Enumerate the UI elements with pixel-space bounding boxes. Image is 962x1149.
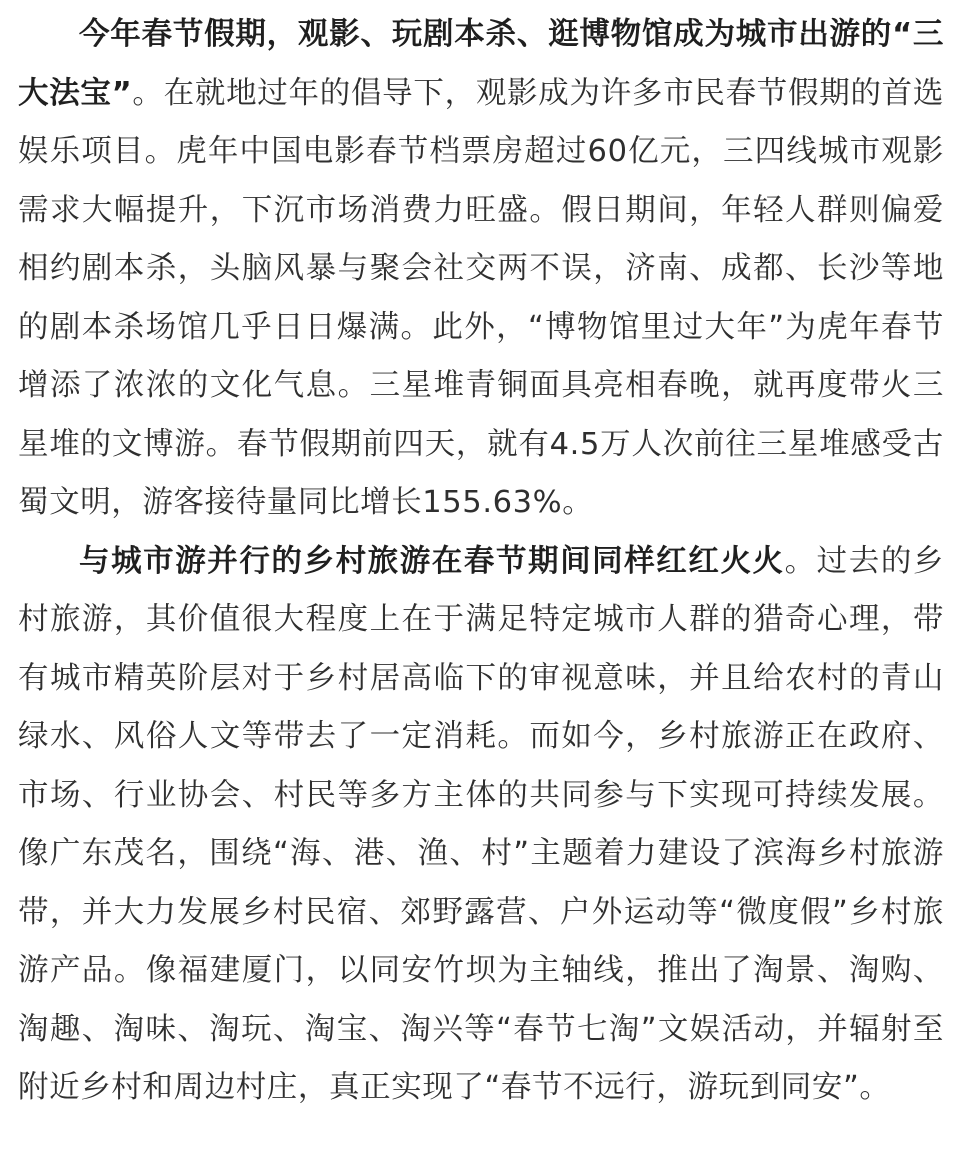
paragraph-lead-sentence: 与城市游并行的乡村旅游在春节期间同样红红火火 [79, 543, 785, 579]
paragraph-body-text: 。过去的乡村旅游，其价值很大程度上在于满足特定城市人群的猎奇心理，带有城市精英阶层对于乡村居高临下的审视意味，并且给农村的青山绿水、风俗人文等带去了一定消耗。而如今，乡村旅游正在政府、市场、行业协会、村民等多方主体的共同参与下实现可持续发展。像广东茂名，围绕“海、港、渔、村”主题着力建设了滨海乡村旅游带，并大力发展乡村民宿、郊野露营、户外运动等“微度假”乡村旅游产品。像福建厦门，以同安竹坝为主轴线，推出了淘景、淘购、淘趣、淘味、淘玩、淘宝、淘兴等“春节七淘”文娱活动，并辐射至附近乡村和周边村庄，真正实现了“春节不远行，游玩到同安”。 [18, 543, 945, 1105]
paragraph-rural-tourism [18, 533, 944, 1118]
paragraph-lead-sentence: 今年春节假期，观影、玩剧本杀、逛博物馆成为城市出游的“三大法宝” [18, 17, 944, 111]
paragraph-city-tourism [18, 6, 944, 533]
paragraph-body-text: 。在就地过年的倡导下，观影成为许多市民春节假期的首选娱乐项目。虎年中国电影春节档票房超过60亿元，三四线城市观影需求大幅提升，下沉市场消费力旺盛。假日期间，年轻人群则偏爱相约剧本杀，头脑风暴与聚会社交两不误，济南、成都、长沙等地的剧本杀场馆几乎日日爆满。此外，“博物馆里过大年”为虎年春节增添了浓浓的文化气息。三星堆青铜面具亮相春晚，就再度带火三星堆的文博游。春节假期前四天，就有4.5万人次前往三星堆感受古蜀文明，游客接待量同比增长155.63%。 [18, 75, 944, 520]
